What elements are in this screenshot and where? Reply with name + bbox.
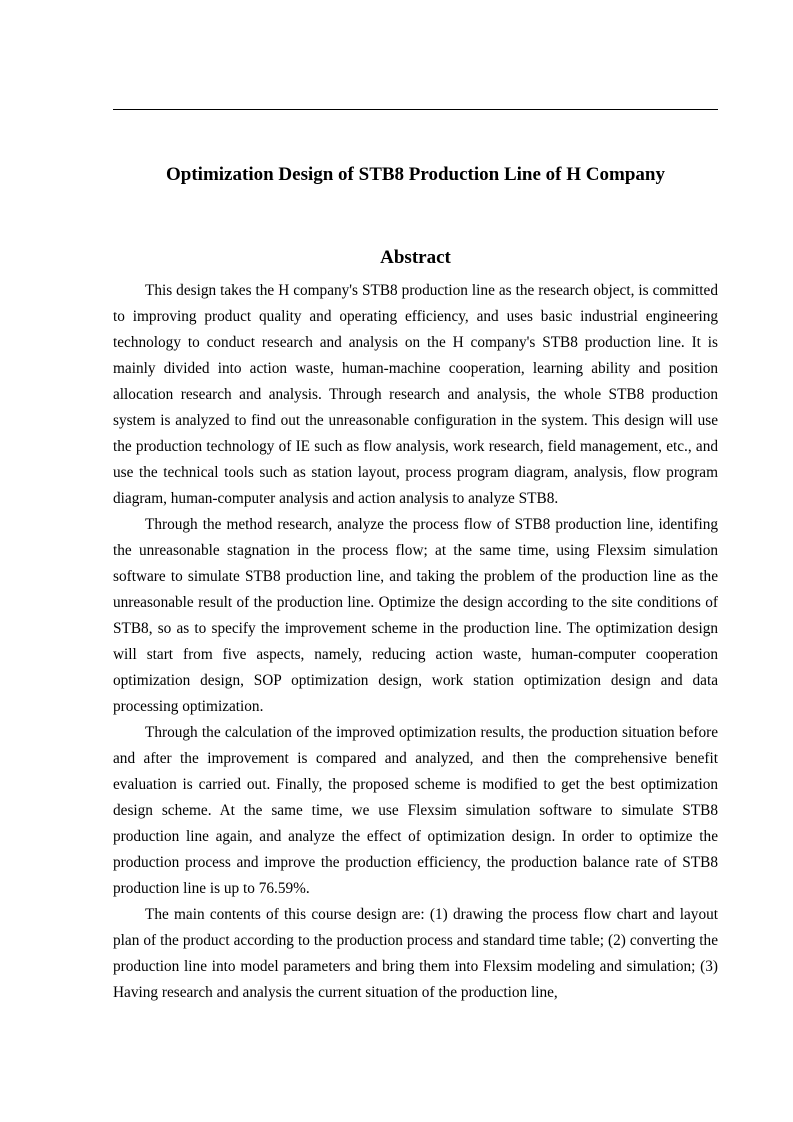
header-rule [113, 109, 718, 110]
abstract-paragraph-4: The main contents of this course design are: (1) drawing the process flow chart and layout plan of the product according to the production process and standard time table; (2) converting the production line into model parameters and bring them into Flexsim modeling and simulation; (3) Having research and analysis the current situation of the production line, [113, 906, 718, 1001]
abstract-heading: Abstract [380, 247, 451, 268]
abstract-paragraph-3: Through the calculation of the improved optimization results, the production situation before and after the improvement is compared and analyzed, and then the comprehensive benefit evaluation is carried out. Finally, the proposed scheme is modified to get the best optimization design scheme. At the same time, we use Flexsim simulation software to simulate STB8 production line again, and analyze the effect of optimization design. In order to optimize the production process and improve the production efficiency, the production balance rate of STB8 production line is up to 76.59%. [113, 724, 718, 897]
abstract-paragraph-1: This design takes the H company's STB8 production line as the research object, is committed to improving product quality and operating efficiency, and uses basic industrial engineering technology to conduct research and analysis on the H company's STB8 production line. It is mainly divided into action waste, human-machine cooperation, learning ability and position allocation research and analysis. Through research and analysis, the whole STB8 production system is analyzed to find out the unreasonable configuration in the system. This design will use the production technology of IE such as flow analysis, work research, field management, etc., and use the technical tools such as station layout, process program diagram, analysis, flow program diagram, human-computer analysis and action analysis to analyze STB8. [113, 282, 718, 507]
paper-title: Optimization Design of STB8 Production Line of H Company [166, 164, 665, 185]
abstract-body [113, 278, 718, 1006]
abstract-paragraph-2: Through the method research, analyze the process flow of STB8 production line, identifing the unreasonable stagnation in the process flow; at the same time, using Flexsim simulation software to simulate STB8 production line, and taking the problem of the production line as the unreasonable result of the production line. Optimize the design according to the site conditions of STB8, so as to specify the improvement scheme in the production line. The optimization design will start from five aspects, namely, reducing action waste, human-computer cooperation optimization design, SOP optimization design, work station optimization design and data processing optimization. [113, 516, 718, 715]
